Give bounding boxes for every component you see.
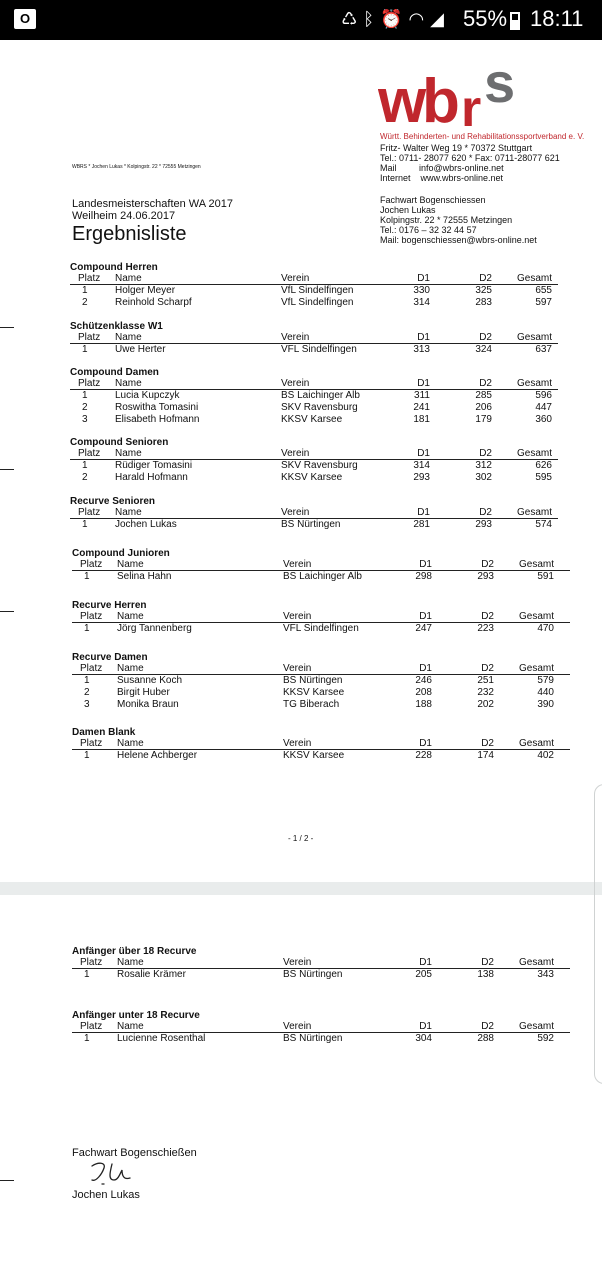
cell-verein: KKSV Karsee (283, 687, 345, 698)
table-row (72, 699, 570, 711)
column-header-verein: Verein (281, 448, 310, 459)
cell-verein: BS Laichinger Alb (283, 571, 362, 582)
signature-title: Fachwart Bogenschießen (72, 1147, 197, 1159)
column-header-platz: Platz (80, 611, 103, 622)
cell-d1: 313 (413, 344, 430, 355)
column-header-verein: Verein (281, 378, 310, 389)
cell-d1: 314 (413, 297, 430, 308)
svg-text:r: r (461, 80, 482, 132)
table-row (72, 969, 570, 981)
bluetooth-icon: ᛒ (363, 9, 381, 30)
column-header-d2: D2 (481, 559, 494, 570)
result-section (72, 548, 570, 583)
scroll-handle[interactable] (594, 784, 602, 1084)
battery-icon (510, 12, 520, 30)
cell-d1: 205 (415, 969, 432, 980)
table-header (70, 508, 558, 519)
cell-name: Jörg Tannenberg (117, 623, 192, 634)
column-header-d2: D2 (481, 611, 494, 622)
cell-verein: BS Nürtingen (283, 969, 343, 980)
result-section (70, 367, 558, 426)
cell-gesamt: 402 (537, 750, 554, 761)
section-title: Recurve Damen (72, 652, 148, 663)
column-header-verein: Verein (283, 1021, 312, 1032)
cell-platz: 1 (82, 460, 88, 471)
cell-verein: SKV Ravensburg (281, 460, 358, 471)
cell-gesamt: 597 (535, 297, 552, 308)
cell-d1: 304 (415, 1033, 432, 1044)
column-header-d1: D1 (417, 378, 430, 389)
event-info (72, 198, 233, 222)
column-header-gesamt: Gesamt (518, 559, 554, 570)
column-header-verein: Verein (283, 663, 312, 674)
column-header-d1: D1 (419, 738, 432, 749)
margin-mark (0, 327, 14, 328)
outlook-icon[interactable]: O (14, 9, 36, 29)
column-header-name: Name (115, 332, 142, 343)
cell-name: Selina Hahn (117, 571, 172, 582)
cell-gesamt: 626 (535, 460, 552, 471)
column-header-d1: D1 (419, 611, 432, 622)
cell-verein: VfL Sindelfingen (281, 297, 354, 308)
cell-d1: 228 (415, 750, 432, 761)
column-header-d2: D2 (479, 448, 492, 459)
table-row (70, 297, 558, 309)
cell-d1: 314 (413, 460, 430, 471)
column-header-d1: D1 (419, 1021, 432, 1032)
column-header-d2: D2 (481, 663, 494, 674)
column-header-gesamt: Gesamt (516, 273, 552, 284)
cell-d1: 293 (413, 472, 430, 483)
column-header-platz: Platz (80, 663, 103, 674)
event-name: Landesmeisterschaften WA 2017 (72, 198, 234, 210)
cell-gesamt: 592 (537, 1033, 554, 1044)
cell-platz: 3 (84, 699, 90, 710)
column-header-platz: Platz (78, 332, 101, 343)
cell-name: Elisabeth Hofmann (115, 414, 200, 425)
column-header-name: Name (117, 957, 144, 968)
wifi-icon: ◠ (408, 9, 431, 30)
column-header-name: Name (115, 378, 142, 389)
svg-text:b: b (422, 67, 460, 132)
cell-gesamt: 574 (535, 519, 552, 530)
table-header (72, 739, 570, 750)
column-header-gesamt: Gesamt (516, 332, 552, 343)
cell-platz: 1 (82, 390, 88, 401)
cell-d1: 330 (413, 285, 430, 296)
cell-name: Lucienne Rosenthal (117, 1033, 206, 1044)
cell-platz: 2 (84, 687, 90, 698)
table-row (70, 460, 558, 472)
cell-d2: 302 (475, 472, 492, 483)
cell-verein: KKSV Karsee (281, 414, 343, 425)
column-header-platz: Platz (80, 559, 103, 570)
cell-verein: BS Nürtingen (283, 1033, 343, 1044)
svg-text:w: w (378, 67, 427, 132)
table-header (72, 1022, 570, 1033)
column-header-d1: D1 (417, 448, 430, 459)
column-header-platz: Platz (78, 273, 101, 284)
cell-name: Roswitha Tomasini (115, 402, 199, 413)
column-header-d2: D2 (479, 378, 492, 389)
column-header-platz: Platz (78, 448, 101, 459)
table-header (70, 333, 558, 344)
svg-text:s: s (484, 56, 516, 114)
cell-gesamt: 440 (537, 687, 554, 698)
result-section (70, 496, 558, 531)
event-place-date: Weilheim 24.06.2017 (72, 210, 176, 222)
cell-platz: 1 (82, 285, 88, 296)
table-header (70, 274, 558, 285)
signal-icon: ◢ (430, 9, 450, 30)
column-header-verein: Verein (281, 273, 310, 284)
margin-mark (0, 469, 14, 470)
cell-platz: 1 (84, 969, 90, 980)
section-title: Compound Senioren (70, 437, 169, 448)
cell-verein: KKSV Karsee (281, 472, 343, 483)
cell-name: Monika Braun (117, 699, 179, 710)
section-title: Recurve Herren (72, 600, 147, 611)
table-row (70, 402, 558, 414)
association-name: Württ. Behinderten- und Rehabilitationssportverband e. V. (380, 132, 585, 141)
status-bar (0, 0, 602, 40)
column-header-verein: Verein (283, 559, 312, 570)
cell-name: Holger Meyer (115, 285, 176, 296)
clock: 18:11 (530, 6, 584, 31)
column-header-name: Name (115, 507, 142, 518)
cell-d2: 293 (477, 571, 494, 582)
sync-icon: ♺ (341, 9, 364, 30)
cell-d2: 293 (475, 519, 492, 530)
cell-platz: 1 (84, 750, 90, 761)
cell-d1: 246 (415, 675, 432, 686)
cell-d2: 206 (475, 402, 492, 413)
cell-verein: BS Nürtingen (283, 675, 343, 686)
column-header-d1: D1 (417, 332, 430, 343)
cell-gesamt: 595 (535, 472, 552, 483)
section-title: Schützenklasse W1 (70, 321, 163, 332)
cell-platz: 1 (84, 571, 90, 582)
wbrs-logo (378, 56, 528, 132)
column-header-platz: Platz (80, 1021, 103, 1032)
cell-gesamt: 343 (537, 969, 554, 980)
status-icons (341, 9, 450, 30)
column-header-d1: D1 (417, 507, 430, 518)
column-header-d1: D1 (419, 559, 432, 570)
table-row (72, 1033, 570, 1045)
result-section (72, 1010, 570, 1045)
cell-platz: 1 (84, 1033, 90, 1044)
cell-verein: BS Nürtingen (281, 519, 341, 530)
column-header-gesamt: Gesamt (518, 738, 554, 749)
column-header-verein: Verein (283, 611, 312, 622)
cell-d2: 138 (477, 969, 494, 980)
table-header (72, 612, 570, 623)
cell-d2: 324 (475, 344, 492, 355)
column-header-gesamt: Gesamt (516, 507, 552, 518)
cell-name: Susanne Koch (117, 675, 183, 686)
column-header-name: Name (117, 559, 144, 570)
cell-gesamt: 447 (535, 402, 552, 413)
column-header-gesamt: Gesamt (518, 957, 554, 968)
cell-d2: 223 (477, 623, 494, 634)
cell-gesamt: 655 (535, 285, 552, 296)
result-section (72, 727, 570, 762)
column-header-verein: Verein (283, 957, 312, 968)
cell-name: Lucia Kupczyk (115, 390, 180, 401)
cell-d2: 202 (477, 699, 494, 710)
table-row (72, 623, 570, 635)
cell-verein: TG Biberach (283, 699, 340, 710)
column-header-verein: Verein (281, 507, 310, 518)
page-gap (0, 882, 602, 895)
cell-d1: 241 (413, 402, 430, 413)
cell-d2: 285 (475, 390, 492, 401)
section-title: Anfänger unter 18 Recurve (72, 1010, 200, 1021)
cell-verein: VfL Sindelfingen (281, 285, 354, 296)
cell-d1: 181 (413, 414, 430, 425)
result-section (70, 321, 558, 356)
cell-platz: 1 (84, 623, 90, 634)
column-header-name: Name (117, 738, 144, 749)
cell-d1: 311 (414, 390, 430, 401)
column-header-name: Name (115, 448, 142, 459)
cell-gesamt: 390 (537, 699, 554, 710)
column-header-gesamt: Gesamt (516, 378, 552, 389)
section-title: Recurve Senioren (70, 496, 156, 507)
cell-name: Helene Achberger (117, 750, 198, 761)
cell-name: Uwe Herter (115, 344, 166, 355)
cell-d2: 312 (475, 460, 492, 471)
table-row (72, 687, 570, 699)
column-header-d2: D2 (479, 507, 492, 518)
cell-name: Rüdiger Tomasini (115, 460, 193, 471)
cell-name: Rosalie Krämer (117, 969, 186, 980)
cell-d2: 288 (477, 1033, 494, 1044)
cell-d2: 232 (477, 687, 494, 698)
column-header-name: Name (117, 663, 144, 674)
column-header-gesamt: Gesamt (518, 611, 554, 622)
cell-verein: VFL Sindelfingen (281, 344, 357, 355)
column-header-d2: D2 (481, 1021, 494, 1032)
column-header-platz: Platz (80, 738, 103, 749)
column-header-gesamt: Gesamt (516, 448, 552, 459)
column-header-d1: D1 (419, 663, 432, 674)
cell-gesamt: 579 (537, 675, 554, 686)
column-header-name: Name (115, 273, 142, 284)
cell-platz: 2 (82, 402, 88, 413)
column-header-d2: D2 (479, 273, 492, 284)
cell-d1: 247 (415, 623, 432, 634)
result-section (72, 600, 570, 635)
column-header-gesamt: Gesamt (518, 663, 554, 674)
cell-d2: 325 (475, 285, 492, 296)
contact-block: Fachwart Bogenschiessen Jochen Lukas Kolpingstr. 22 * 72555 Metzingen Tel.: 0176 – 32 32 44 57 Mail: bogenschiessen@wbrs-online.net (380, 195, 537, 245)
cell-gesamt: 596 (535, 390, 552, 401)
table-header (72, 560, 570, 571)
table-row (70, 519, 558, 531)
cell-gesamt: 360 (535, 414, 552, 425)
cell-verein: BS Laichinger Alb (281, 390, 360, 401)
section-title: Compound Junioren (72, 548, 170, 559)
cell-name: Harald Hofmann (115, 472, 188, 483)
table-row (72, 675, 570, 687)
cell-verein: SKV Ravensburg (281, 402, 358, 413)
column-header-verein: Verein (283, 738, 312, 749)
cell-d1: 208 (415, 687, 432, 698)
cell-d2: 179 (475, 414, 492, 425)
result-section (70, 262, 558, 309)
cell-gesamt: 591 (537, 571, 554, 582)
cell-d1: 281 (413, 519, 430, 530)
result-section (72, 652, 570, 711)
table-row (70, 472, 558, 484)
column-header-gesamt: Gesamt (518, 1021, 554, 1032)
signature-name: Jochen Lukas (72, 1189, 140, 1201)
section-title: Compound Herren (70, 262, 158, 273)
sender-line: WBRS * Jochen Lukas * Kolpingstr. 22 * 72555 Metzingen (72, 164, 201, 170)
table-row (70, 344, 558, 356)
cell-verein: VFL Sindelfingen (283, 623, 359, 634)
margin-mark (0, 611, 14, 612)
column-header-name: Name (117, 1021, 144, 1032)
table-header (70, 379, 558, 390)
cell-gesamt: 637 (535, 344, 552, 355)
table-row (70, 414, 558, 426)
result-section (70, 437, 558, 484)
cell-name: Birgit Huber (117, 687, 170, 698)
table-row (72, 571, 570, 583)
cell-name: Jochen Lukas (115, 519, 177, 530)
column-header-d1: D1 (417, 273, 430, 284)
cell-platz: 1 (82, 344, 88, 355)
table-row (72, 750, 570, 762)
cell-platz: 2 (82, 472, 88, 483)
table-row (70, 390, 558, 402)
column-header-name: Name (117, 611, 144, 622)
cell-d2: 174 (477, 750, 494, 761)
page-number: - 1 / 2 - (288, 834, 314, 843)
column-header-d2: D2 (481, 738, 494, 749)
cell-d2: 283 (475, 297, 492, 308)
document-title: Ergebnisliste (72, 223, 187, 245)
cell-platz: 3 (82, 414, 88, 425)
cell-platz: 2 (82, 297, 88, 308)
column-header-platz: Platz (78, 378, 101, 389)
margin-mark (0, 1180, 14, 1181)
battery-percent: 55% (463, 6, 508, 31)
column-header-d2: D2 (479, 332, 492, 343)
table-row (70, 285, 558, 297)
column-header-platz: Platz (80, 957, 103, 968)
cell-d2: 251 (477, 675, 494, 686)
section-title: Compound Damen (70, 367, 159, 378)
cell-d1: 298 (415, 571, 432, 582)
cell-name: Reinhold Scharpf (115, 297, 192, 308)
section-title: Damen Blank (72, 727, 136, 738)
cell-platz: 1 (84, 675, 90, 686)
column-header-verein: Verein (281, 332, 310, 343)
alarm-icon: ⏰ (380, 9, 409, 30)
cell-verein: KKSV Karsee (283, 750, 345, 761)
association-address: Fritz- Walter Weg 19 * 70372 Stuttgart Tel.: 0711- 28077 620 * Fax: 0711-28077 621 Mail info@wbrs-online.net Internet www.wbrs-online.net (380, 143, 560, 183)
column-header-platz: Platz (78, 507, 101, 518)
section-title: Anfänger über 18 Recurve (72, 946, 197, 957)
cell-d1: 188 (415, 699, 432, 710)
table-header (70, 449, 558, 460)
cell-platz: 1 (82, 519, 88, 530)
result-section (72, 946, 570, 981)
column-header-d2: D2 (481, 957, 494, 968)
cell-gesamt: 470 (537, 623, 554, 634)
table-header (72, 958, 570, 969)
table-header (72, 664, 570, 675)
column-header-d1: D1 (419, 957, 432, 968)
